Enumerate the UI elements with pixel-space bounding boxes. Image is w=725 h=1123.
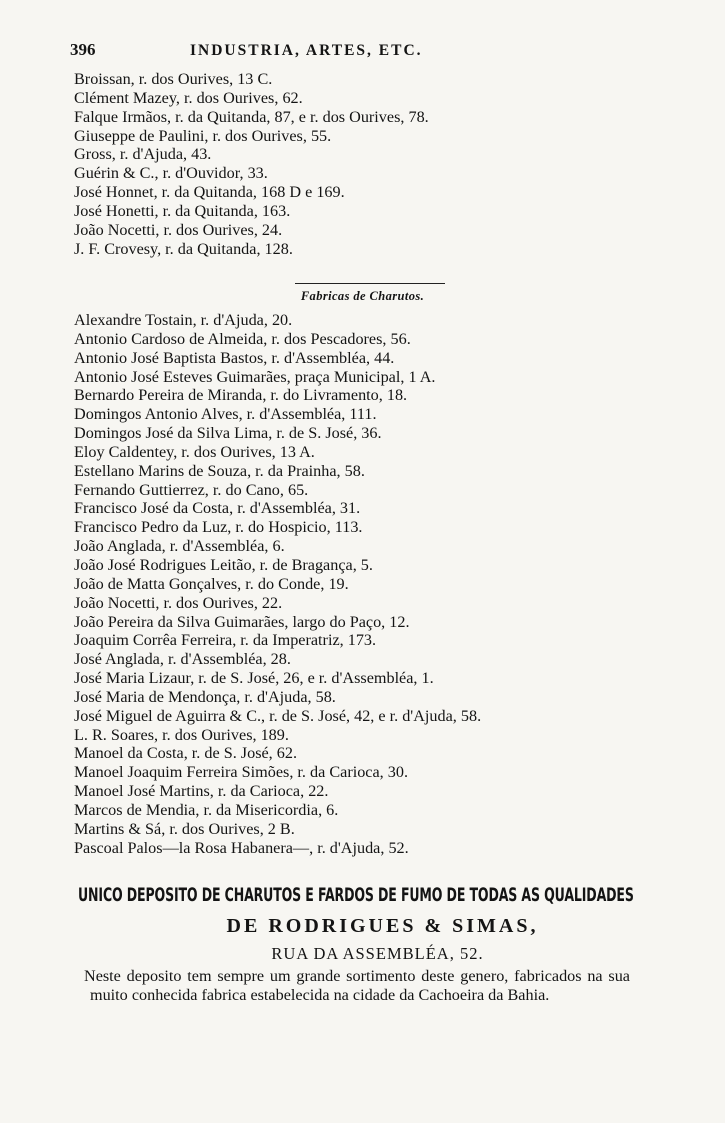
list-item: Estellano Marins de Souza, r. da Prainha, 58.	[74, 461, 365, 480]
list-item: Marcos de Mendia, r. da Misericordia, 6.	[74, 800, 339, 819]
list-item: Falque Irmãos, r. da Quitanda, 87, e r. dos Ourives, 78.	[74, 107, 429, 126]
list-item: Broissan, r. dos Ourives, 13 C.	[74, 70, 273, 88]
list-item: José Miguel de Aguirra & C., r. de S. José, 42, e r. d'Ajuda, 58.	[74, 706, 482, 725]
list-item: José Anglada, r. d'Assembléa, 28.	[74, 650, 291, 669]
list-item: João de Matta Gonçalves, r. do Conde, 19.	[74, 574, 349, 593]
jewelers-list	[74, 70, 701, 258]
advert-paragraph: Neste deposito tem sempre um grande sortimento deste genero, fabricados na sua muito conhecida fabrica estabelecida na cidade da Cachoeira da Bahia.	[84, 967, 630, 1004]
list-item: Joaquim Corrêa Ferreira, r. da Imperatriz, 173.	[74, 631, 377, 650]
list-item: José Maria de Mendonça, r. d'Ajuda, 58.	[74, 687, 336, 706]
list-item: João Nocetti, r. dos Ourives, 22.	[74, 593, 283, 612]
list-item: Bernardo Pereira de Miranda, r. do Livramento, 18.	[74, 386, 408, 405]
list-item: Domingos Antonio Alves, r. d'Assembléa, 111.	[74, 405, 377, 424]
list-item: Gross, r. d'Ajuda, 43.	[74, 145, 212, 164]
advert-headline: UNICO DEPOSITO DE CHARUTOS E FARDOS DE FUMO DE TODAS AS QUALIDADES	[78, 884, 634, 906]
list-item: Antonio Cardoso de Almeida, r. dos Pescadores, 56.	[74, 329, 411, 348]
list-item: Antonio José Baptista Bastos, r. d'Assembléa, 44.	[74, 348, 395, 367]
list-item: Antonio José Esteves Guimarães, praça Municipal, 1 A.	[74, 367, 436, 386]
list-item: Francisco José da Costa, r. d'Assembléa, 31.	[74, 499, 361, 518]
list-item: João José Rodrigues Leitão, r. de Bragança, 5.	[74, 555, 373, 574]
list-item: João Nocetti, r. dos Ourives, 24.	[74, 220, 283, 239]
list-item: Clément Mazey, r. dos Ourives, 62.	[74, 88, 303, 107]
advert-address: RUA DA ASSEMBLÉA, 52.	[271, 944, 484, 963]
list-item: Manoel da Costa, r. de S. José, 62.	[74, 744, 298, 763]
section-divider	[295, 283, 445, 284]
list-item: João Pereira da Silva Guimarães, largo do Paço, 12.	[74, 612, 410, 631]
cigar-factories-list	[74, 311, 701, 857]
list-item: Domingos José da Silva Lima, r. de S. José, 36.	[74, 424, 382, 443]
advert-company: DE RODRIGUES & SIMAS,	[226, 915, 539, 937]
list-item: João Anglada, r. d'Assembléa, 6.	[74, 537, 285, 556]
list-item: Manoel Joaquim Ferreira Simões, r. da Carioca, 30.	[74, 763, 409, 782]
section-title: Fabricas de Charutos.	[300, 289, 425, 303]
list-item: Manoel José Martins, r. da Carioca, 22.	[74, 782, 329, 801]
list-item: José Honetti, r. da Quitanda, 163.	[74, 201, 291, 220]
list-item: Martins & Sá, r. dos Ourives, 2 B.	[74, 819, 295, 838]
list-item: Alexandre Tostain, r. d'Ajuda, 20.	[74, 311, 293, 329]
list-item: José Maria Lizaur, r. de S. José, 26, e r. d'Assembléa, 1.	[74, 669, 434, 688]
list-item: Guérin & C., r. d'Ouvidor, 33.	[74, 164, 268, 183]
list-item: José Honnet, r. da Quitanda, 168 D e 169.	[74, 183, 345, 202]
list-item: L. R. Soares, r. dos Ourives, 189.	[74, 725, 289, 744]
list-item: Eloy Caldentey, r. dos Ourives, 13 A.	[74, 442, 315, 461]
list-item: J. F. Crovesy, r. da Quitanda, 128.	[74, 239, 293, 258]
list-item: Pascoal Palos—la Rosa Habanera—, r. d'Ajuda, 52.	[74, 838, 409, 857]
list-item: Giuseppe de Paulini, r. dos Ourives, 55.	[74, 126, 332, 145]
page-number: 396	[70, 40, 96, 59]
page-header	[70, 40, 645, 60]
running-title: INDUSTRIA, ARTES, ETC.	[190, 42, 423, 59]
list-item: Fernando Guttierrez, r. do Cano, 65.	[74, 480, 309, 499]
list-item: Francisco Pedro da Luz, r. do Hospicio, 113.	[74, 518, 363, 537]
